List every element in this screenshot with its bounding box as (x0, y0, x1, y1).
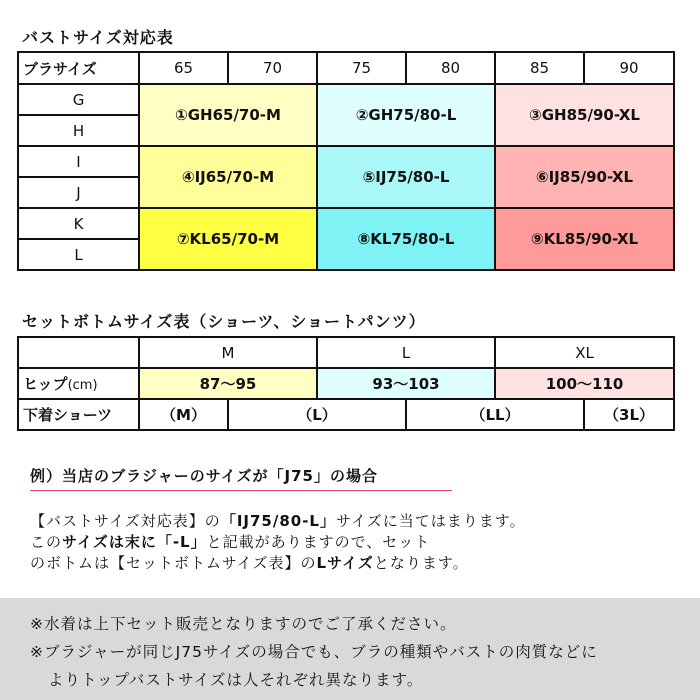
cup-i: I (18, 146, 139, 177)
cup-h: H (18, 115, 139, 146)
bottom-size-table (17, 336, 675, 431)
shorts-size-3l: （3L） (584, 399, 674, 430)
shorts-size-l: （L） (228, 399, 406, 430)
underbust-90: 90 (584, 52, 674, 84)
cup-g: G (18, 84, 139, 115)
hip-value-l: 93〜103 (317, 368, 495, 399)
size-code-gh85-90-xl: ③GH85/90-XL (495, 84, 674, 146)
size-code-gh75-80-l: ②GH75/80-L (317, 84, 495, 146)
underbust-85: 85 (495, 52, 584, 84)
note-1: ※水着は上下セット販売となりますのでご了承ください。 (30, 615, 457, 633)
bust-size-table (17, 51, 675, 271)
hip-label: ヒップ (23, 375, 68, 393)
shorts-header: 下着ショーツ (18, 399, 139, 430)
example-line-1: 【バストサイズ対応表】の「IJ75/80-L」サイズに当てはまります。 (30, 512, 526, 530)
bottom-size-m: M (139, 337, 317, 368)
size-code-ij75-80-l: ⑤IJ75/80-L (317, 146, 495, 208)
cup-l: L (18, 239, 139, 270)
note-2: ※ブラジャーが同じJ75サイズの場合でも、ブラの種類やバストの肉質などに (30, 643, 598, 661)
bottom-table-title: セットボトムサイズ表（ショーツ、ショートパンツ） (22, 312, 426, 331)
shorts-size-ll: （LL） (406, 399, 584, 430)
underbust-80: 80 (406, 52, 495, 84)
underbust-70: 70 (228, 52, 317, 84)
hip-header (18, 368, 139, 399)
bottom-size-l: L (317, 337, 495, 368)
size-code-kl65-70-m: ⑦KL65/70-M (139, 208, 317, 270)
cup-j: J (18, 177, 139, 208)
cup-k: K (18, 208, 139, 239)
hip-value-m: 87〜95 (139, 368, 317, 399)
hip-unit: (cm) (67, 378, 98, 393)
size-code-kl85-90-xl: ⑨KL85/90-XL (495, 208, 674, 270)
bottom-size-xl: XL (495, 337, 674, 368)
example-line-2: このサイズは末に「-L」と記載がありますので、セット (30, 533, 431, 551)
shorts-size-m: （M） (139, 399, 228, 430)
size-code-gh65-70-m: ①GH65/70-M (139, 84, 317, 146)
underbust-75: 75 (317, 52, 406, 84)
hip-value-xl: 100〜110 (495, 368, 674, 399)
example-heading: 例）当店のブラジャーのサイズが「J75」の場合 (30, 465, 452, 491)
note-3: よりトップバストサイズは人それぞれ異なります。 (48, 671, 424, 689)
notes-panel (0, 598, 700, 700)
size-code-ij85-90-xl: ⑥IJ85/90-XL (495, 146, 674, 208)
bra-size-header: ブラサイズ (18, 52, 139, 84)
underbust-65: 65 (139, 52, 228, 84)
size-code-ij65-70-m: ④IJ65/70-M (139, 146, 317, 208)
bust-table-title: バストサイズ対応表 (22, 28, 174, 47)
example-line-3: のボトムは【セットボトムサイズ表】のLサイズとなります。 (30, 554, 469, 572)
size-code-kl75-80-l: ⑧KL75/80-L (317, 208, 495, 270)
